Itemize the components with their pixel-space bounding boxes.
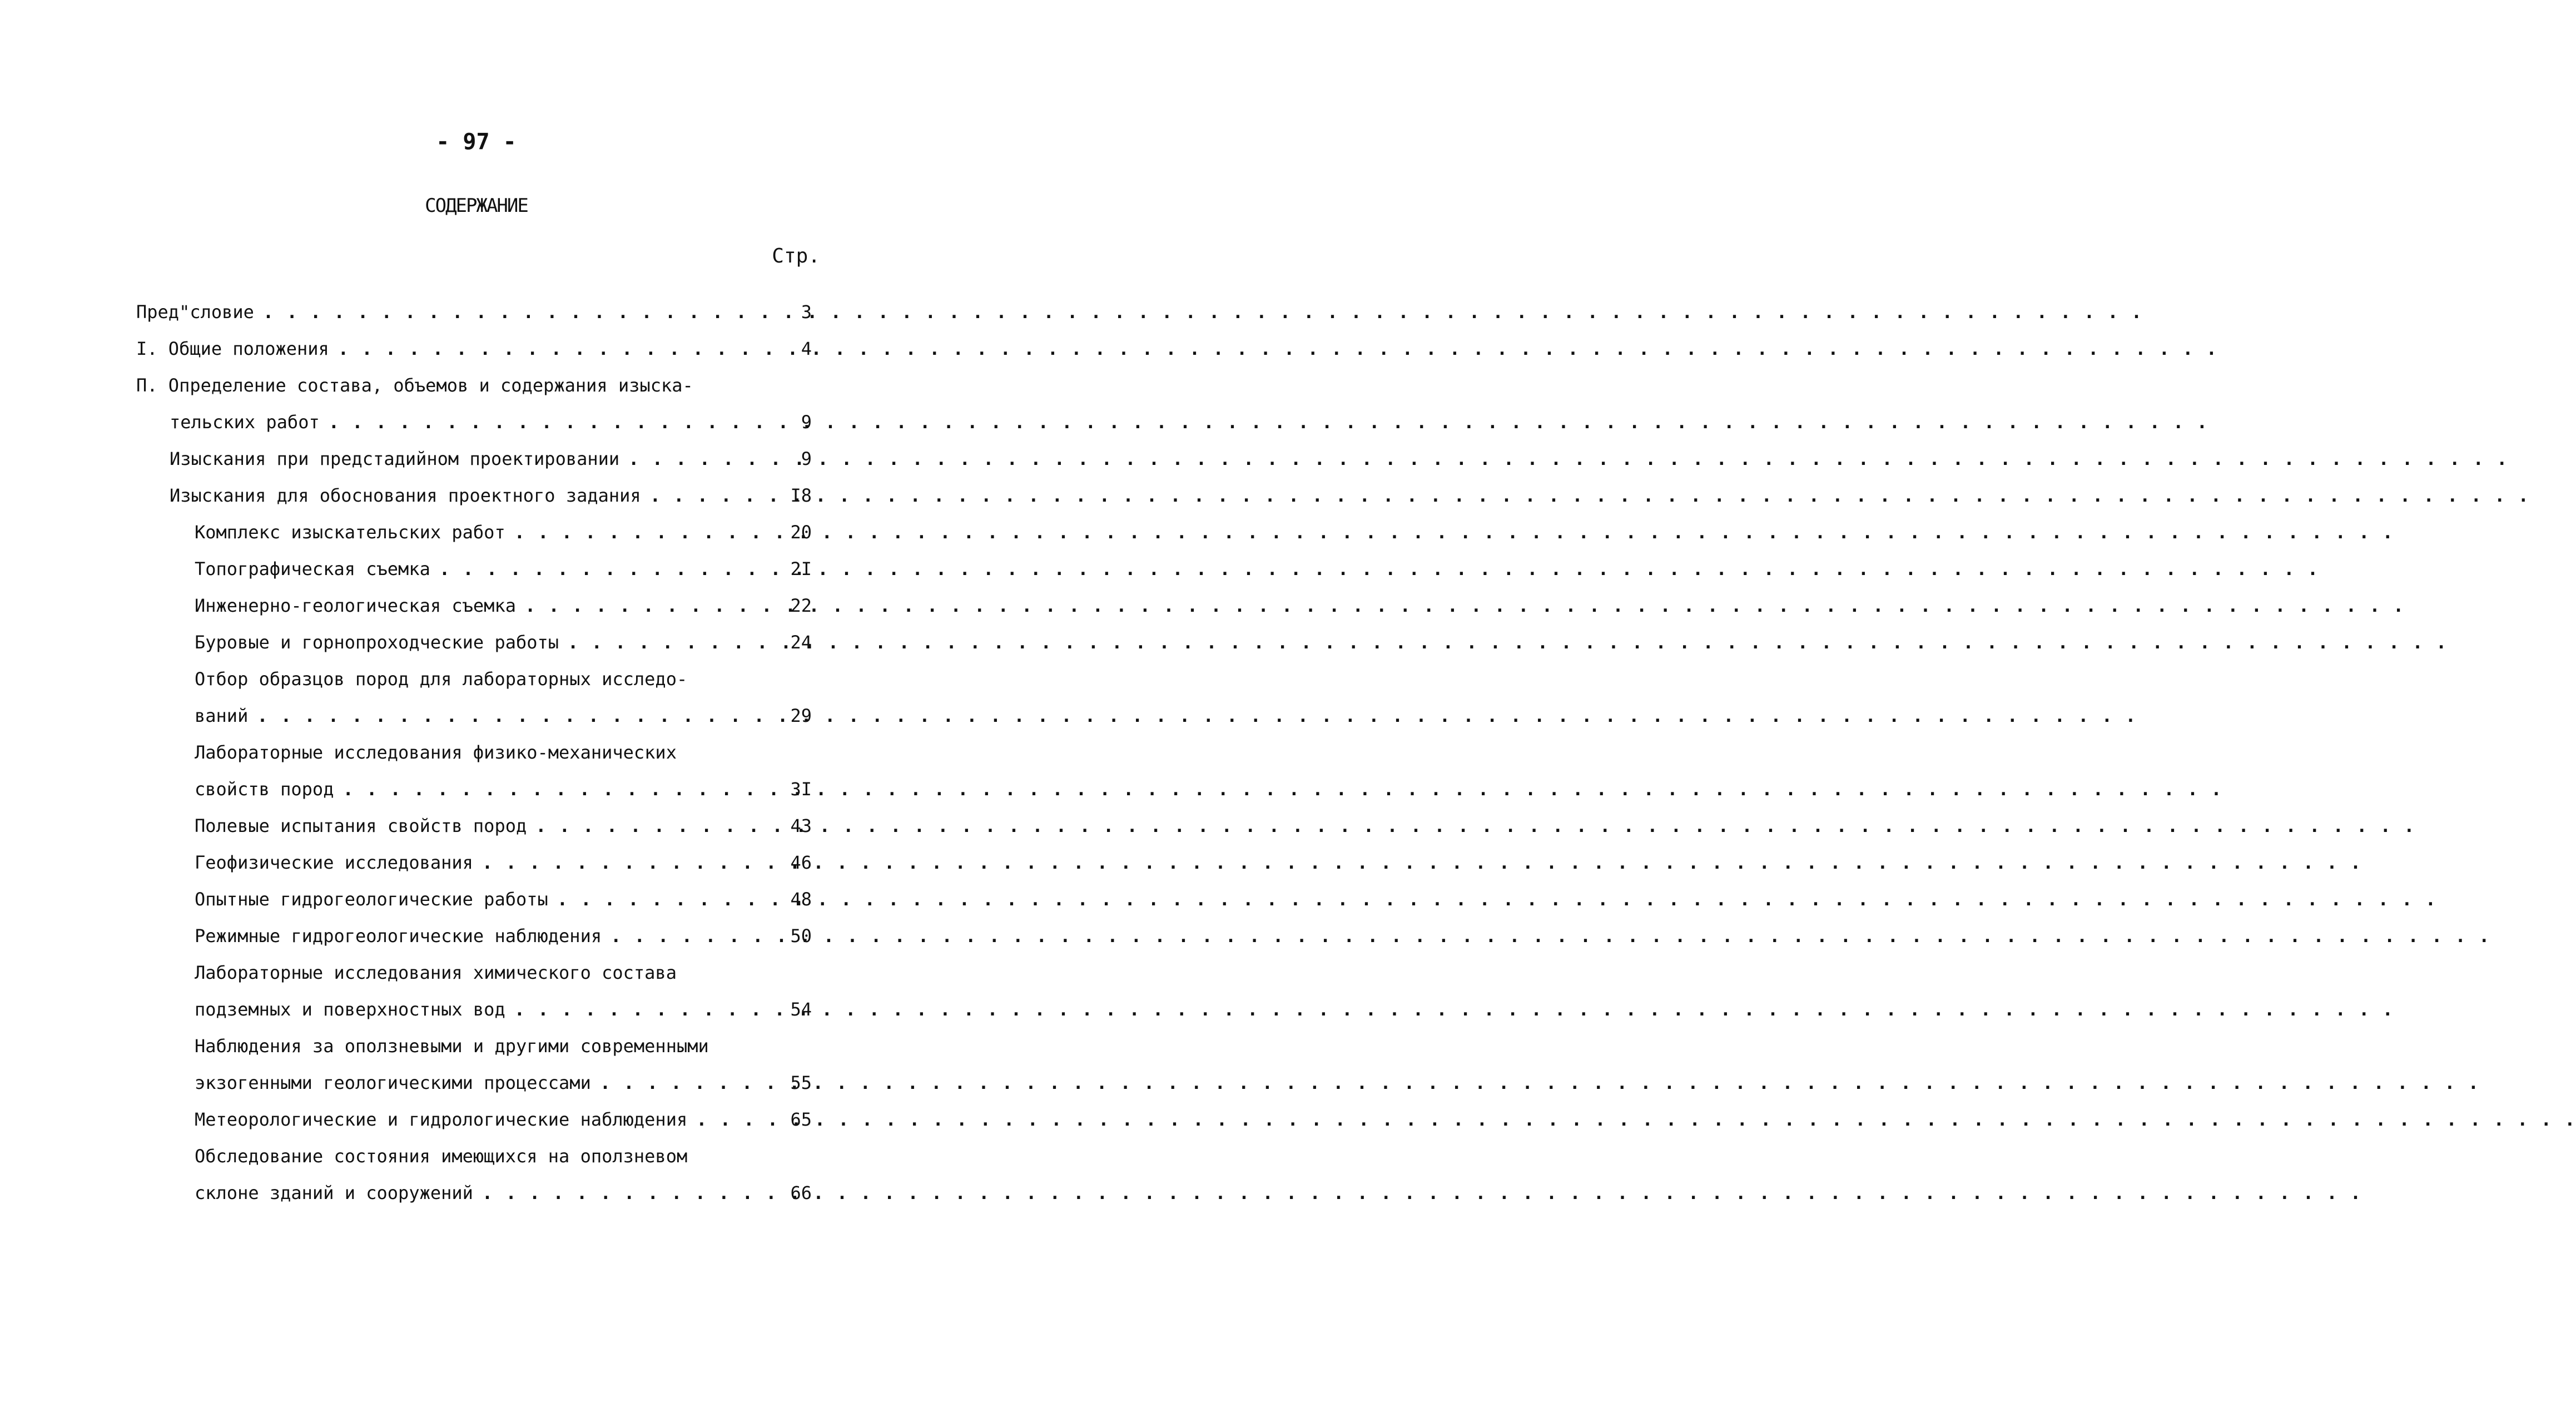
leader-dots: [473, 1175, 2362, 1211]
toc-entry-text: Лабораторные исследования физико-механических: [195, 742, 677, 763]
toc-entry-page: 48: [790, 889, 812, 910]
toc-entry-page: 43: [790, 815, 812, 836]
leader-dots: [559, 624, 2448, 661]
toc-entry-text: ваний: [195, 705, 249, 726]
leader-dots: [329, 330, 2218, 367]
leader-dots: [334, 771, 2222, 807]
toc-entry-text: склоне зданий и сооружений: [195, 1182, 473, 1203]
toc-entry-text: Метеорологические и гидрологические наблюдения: [195, 1109, 688, 1130]
toc-entry: [136, 734, 812, 771]
toc-entry: [136, 1138, 812, 1175]
toc-entry: [136, 844, 812, 881]
toc-entry-text: Полевые испытания свойств пород: [195, 815, 527, 836]
toc-entry-text: Изыскания при предстадийном проектировании: [170, 448, 620, 469]
toc-entry: [136, 330, 812, 367]
toc-entry: [136, 367, 812, 404]
toc-entry: [136, 404, 812, 440]
toc-entry: [136, 1064, 812, 1101]
toc-entry-text: Инженерно-геологическая съемка: [195, 595, 516, 616]
toc-entry-text: Опытные гидрогеологические работы: [195, 889, 548, 910]
toc-entry: [136, 514, 812, 551]
toc-entry-text: Режимные гидрогеологические наблюдения: [195, 925, 602, 947]
toc-entry-text: подземных и поверхностных вод: [195, 999, 505, 1020]
table-of-contents: [136, 294, 812, 1211]
toc-entry: [136, 477, 812, 514]
toc-entry: [136, 294, 812, 330]
page-number: - 97 -: [436, 129, 517, 155]
toc-entry-page: 9: [801, 448, 812, 469]
toc-title: СОДЕРЖАНИЕ: [425, 195, 528, 217]
toc-entry-page: 50: [790, 925, 812, 947]
toc-entry-text: свойств пород: [195, 779, 334, 800]
toc-entry-page: 66: [790, 1182, 812, 1203]
leader-dots: [591, 1064, 2480, 1101]
toc-entry: [136, 697, 812, 734]
toc-entry: [136, 991, 812, 1028]
leader-dots: [430, 551, 2319, 587]
toc-entry: [136, 551, 812, 587]
leader-dots: [687, 1101, 2576, 1138]
toc-entry: [136, 440, 812, 477]
toc-entry: [136, 807, 812, 844]
toc-entry-page: 29: [790, 705, 812, 726]
leader-dots: [602, 918, 2490, 954]
toc-entry-page: 20: [790, 522, 812, 543]
toc-entry-page: 65: [790, 1109, 812, 1130]
page-column-header: Стр.: [772, 245, 820, 267]
toc-entry: [136, 587, 812, 624]
toc-entry-page: 3: [801, 301, 812, 323]
toc-entry-page: 46: [790, 852, 812, 873]
toc-entry-page: 2I: [790, 558, 812, 579]
toc-entry-text: Пред"словие: [136, 301, 254, 323]
toc-entry-text: экзогенными геологическими процессами: [195, 1072, 591, 1093]
toc-entry-page: 3I: [790, 779, 812, 800]
toc-entry-text: Обследование состояния имеющихся на оползневом: [195, 1146, 688, 1167]
leader-dots: [641, 477, 2530, 514]
toc-entry: [136, 1028, 812, 1064]
leader-dots: [320, 404, 2208, 440]
toc-entry: [136, 624, 812, 661]
toc-entry-page: 54: [790, 999, 812, 1020]
toc-entry: [136, 918, 812, 954]
toc-entry-text: Комплекс изыскательских работ: [195, 522, 505, 543]
leader-dots: [548, 881, 2437, 918]
toc-entry-text: Топографическая съемка: [195, 558, 430, 579]
toc-entry-text: П. Определение состава, объемов и содержания изыска-: [136, 375, 693, 396]
toc-entry-text: тельских работ: [170, 412, 320, 433]
leader-dots: [248, 697, 2137, 734]
toc-entry: [136, 661, 812, 697]
toc-entry-page: 4: [801, 338, 812, 359]
toc-entry-text: Буровые и горнопроходческие работы: [195, 632, 559, 653]
toc-entry-page: 9: [801, 412, 812, 433]
leader-dots: [473, 844, 2362, 881]
toc-entry-page: 55: [790, 1072, 812, 1093]
toc-entry-text: Лабораторные исследования химического состава: [195, 962, 677, 983]
toc-entry: [136, 954, 812, 991]
toc-entry-page: I8: [790, 485, 812, 506]
toc-entry-page: 22: [790, 595, 812, 616]
toc-entry-text: Отбор образцов пород для лабораторных исследо-: [195, 668, 688, 690]
toc-entry: [136, 1101, 812, 1138]
toc-entry: [136, 1175, 812, 1211]
leader-dots: [254, 294, 2143, 330]
toc-entry: [136, 771, 812, 807]
toc-entry-text: Наблюдения за оползневыми и другими современными: [195, 1036, 709, 1057]
toc-entry-text: I. Общие положения: [136, 338, 329, 359]
leader-dots: [619, 440, 2508, 477]
toc-entry: [136, 881, 812, 918]
toc-entry-text: Изыскания для обоснования проектного задания: [170, 485, 641, 506]
toc-entry-text: Геофизические исследования: [195, 852, 473, 873]
toc-entry-page: 24: [790, 632, 812, 653]
